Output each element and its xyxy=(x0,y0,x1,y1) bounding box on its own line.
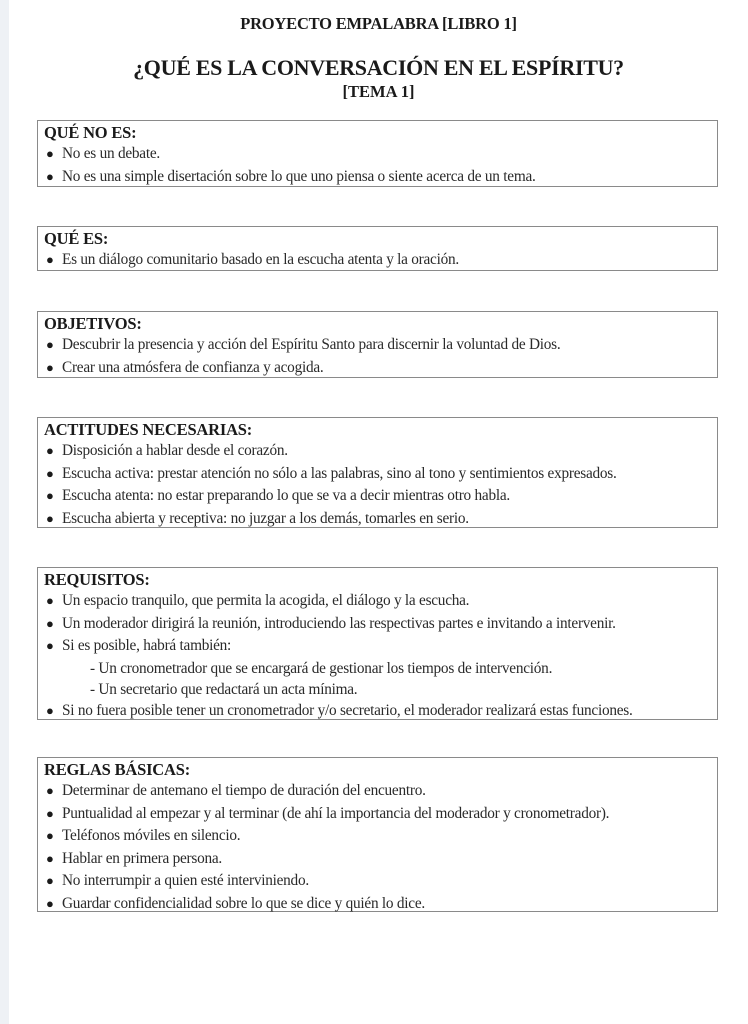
bullet-icon: ● xyxy=(46,488,54,503)
list-item xyxy=(44,700,711,723)
bullet-icon: ● xyxy=(46,702,54,718)
list-item-text: Guardar confidencialidad sobre lo que se dice y quién lo dice. xyxy=(62,894,425,912)
list-item-text: Escucha activa: prestar atención no sólo a las palabras, sino al tono y sentimientos expresados. xyxy=(62,464,617,482)
list-item xyxy=(44,635,711,658)
bullet-icon: ● xyxy=(46,873,54,888)
bullet-icon: ● xyxy=(46,337,54,352)
section-actitudes-necesarias xyxy=(37,417,718,528)
list-item-text: Crear una atmósfera de confianza y acogida. xyxy=(62,358,324,376)
list-item-text: Si no fuera posible tener un cronometrador y/o secretario, el moderador realizará estas funciones. xyxy=(62,701,633,719)
bullet-icon: ● xyxy=(46,593,54,608)
list-item xyxy=(44,508,711,531)
bullet-icon: ● xyxy=(46,465,54,481)
section-title: REGLAS BÁSICAS: xyxy=(44,760,190,779)
list-item-text: Puntualidad al empezar y al terminar (de ahí la importancia del moderador y cronometrador). xyxy=(62,804,610,822)
bullet-list xyxy=(44,334,711,379)
bullet-list xyxy=(44,590,711,722)
list-item xyxy=(44,166,711,189)
list-item-text: No es un debate. xyxy=(62,145,160,162)
project-title: PROYECTO EMPALABRA [LIBRO 1] xyxy=(240,14,517,33)
main-title: ¿QUÉ ES LA CONVERSACIÓN EN EL ESPÍRITU? xyxy=(133,55,624,80)
bullet-icon: ● xyxy=(46,638,54,653)
bullet-icon: ● xyxy=(46,783,54,798)
list-item-text: Disposición a hablar desde el corazón. xyxy=(62,442,288,459)
section-title: ACTITUDES NECESARIAS: xyxy=(44,420,253,439)
bullet-icon: ● xyxy=(46,895,54,911)
list-item xyxy=(44,440,711,463)
section-requisitos xyxy=(37,567,718,720)
list-item-text: Escucha abierta y receptiva: no juzgar a los demás, tomarles en serio. xyxy=(62,509,469,527)
section-title: REQUISITOS: xyxy=(44,570,150,589)
section-objetivos xyxy=(37,311,718,378)
topic-subtitle: [TEMA 1] xyxy=(342,82,415,101)
list-item xyxy=(44,590,711,613)
bullet-list xyxy=(44,780,711,915)
list-item-text: No es una simple disertación sobre lo que uno piensa o siente acerca de un tema. xyxy=(62,167,536,185)
bullet-icon: ● xyxy=(46,168,54,184)
section-title: QUÉ NO ES: xyxy=(44,123,137,142)
bullet-icon: ● xyxy=(46,510,54,526)
bullet-icon: ● xyxy=(46,252,54,267)
list-item xyxy=(44,249,711,272)
list-item xyxy=(44,334,711,357)
list-item-text: Es un diálogo comunitario basado en la escucha atenta y la oración. xyxy=(62,251,459,268)
list-item-text: Un espacio tranquilo, que permita la acogida, el diálogo y la escucha. xyxy=(62,592,470,609)
section-reglas-basicas xyxy=(37,757,718,912)
list-item xyxy=(44,848,711,871)
list-item-text: Escucha atenta: no estar preparando lo que se va a decir mientras otro habla. xyxy=(62,487,510,504)
list-item-text: Teléfonos móviles en silencio. xyxy=(62,827,241,844)
list-item-text: Determinar de antemano el tiempo de duración del encuentro. xyxy=(62,782,426,799)
list-item-text: Descubrir la presencia y acción del Espíritu Santo para discernir la voluntad de Dios. xyxy=(62,336,561,353)
list-item xyxy=(44,357,711,380)
sub-list-item: - Un cronometrador que se encargará de gestionar los tiempos de intervención. xyxy=(90,659,553,677)
sub-list-item: - Un secretario que redactará un acta mínima. xyxy=(90,680,358,698)
bullet-icon: ● xyxy=(46,146,54,161)
bullet-icon: ● xyxy=(46,805,54,821)
list-item xyxy=(44,143,711,166)
bullet-icon: ● xyxy=(46,359,54,375)
bullet-list xyxy=(44,249,711,272)
bullet-list xyxy=(44,143,711,188)
list-item xyxy=(44,613,711,636)
bullet-icon: ● xyxy=(46,828,54,843)
list-item-text: Un moderador dirigirá la reunión, introduciendo las respectivas partes e invitando a intervenir. xyxy=(62,614,616,632)
list-item xyxy=(44,780,711,803)
list-item-text: Si es posible, habrá también: xyxy=(62,637,232,654)
section-title: OBJETIVOS: xyxy=(44,314,142,333)
bullet-icon: ● xyxy=(46,615,54,631)
list-item xyxy=(44,803,711,826)
section-title: QUÉ ES: xyxy=(44,229,109,248)
list-item xyxy=(44,825,711,848)
section-que-es xyxy=(37,226,718,271)
document-page xyxy=(9,0,748,1024)
list-item-text: No interrumpir a quien esté interviniendo. xyxy=(62,872,309,889)
bullet-icon: ● xyxy=(46,850,54,866)
bullet-icon: ● xyxy=(46,443,54,458)
bullet-list xyxy=(44,440,711,530)
list-item xyxy=(44,893,711,916)
list-item xyxy=(44,463,711,486)
list-item xyxy=(44,485,711,508)
list-item xyxy=(44,870,711,893)
section-que-no-es xyxy=(37,120,718,187)
list-item-text: Hablar en primera persona. xyxy=(62,849,222,867)
viewer-left-margin xyxy=(0,0,9,1024)
